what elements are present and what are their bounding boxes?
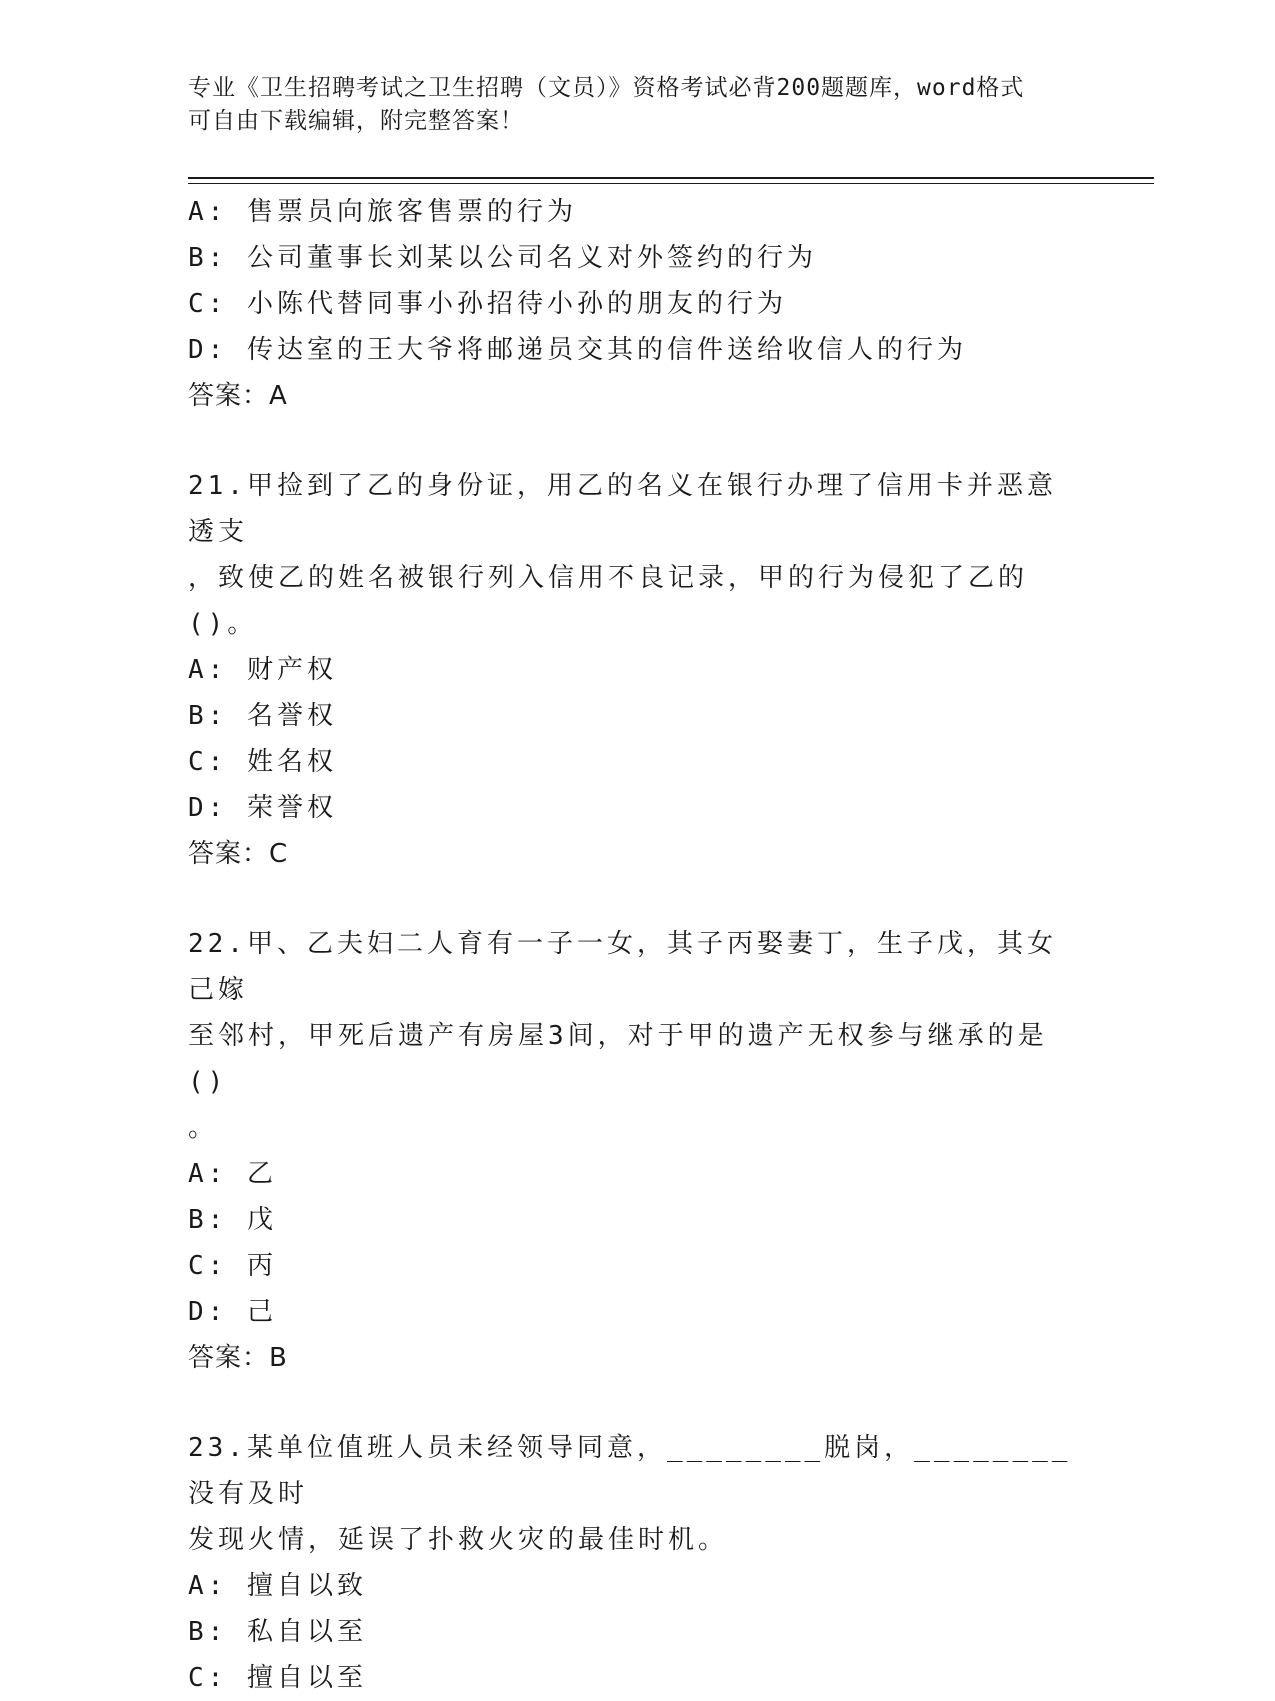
answer-label: 答案：B [188,1343,288,1373]
option-d: D: 荣誉权 [188,793,337,823]
question-text-line: 23.某单位值班人员未经领导同意，________脱岗，________没有及时 [188,1433,1072,1509]
option-c: C: 小陈代替同事小孙招待小孙的朋友的行为 [188,289,787,319]
question-text-line: 发现火情，延误了扑救火灾的最佳时机。 [188,1525,729,1555]
option-b: B: 名誉权 [188,701,337,731]
answer-label: 答案：C [188,839,289,869]
option-d: D: 传达室的王大爷将邮递员交其的信件送给收信人的行为 [188,335,967,365]
header-divider-thick [188,177,1154,179]
option-a: A: 售票员向旅客售票的行为 [188,197,577,227]
option-c: C: 擅自以至 [188,1663,367,1693]
question-22-block [188,921,1078,1381]
question-20-block [188,189,1078,419]
option-a: A: 擅自以致 [188,1571,367,1601]
option-d: D: 己 [188,1297,277,1327]
option-b: B: 私自以至 [188,1617,367,1647]
question-text-line: 至邻村，甲死后遗产有房屋3间，对于甲的遗产无权参与继承的是() [188,1021,1048,1097]
question-text-line: 21.甲捡到了乙的身份证，用乙的名义在银行办理了信用卡并恶意透支 [188,471,1057,547]
question-list [188,189,1078,1701]
option-c: C: 姓名权 [188,747,337,777]
option-b: B: 戊 [188,1205,277,1235]
option-b: B: 公司董事长刘某以公司名义对外签约的行为 [188,243,817,273]
option-a: A: 乙 [188,1159,277,1189]
option-c: C: 丙 [188,1251,277,1281]
question-21-block [188,463,1078,877]
option-a: A: 财产权 [188,655,337,685]
question-text-line: 。 [188,1113,219,1143]
header-divider-thin [188,183,1154,184]
question-23-block [188,1425,1078,1701]
question-text-line: 22.甲、乙夫妇二人育有一子一女，其子丙娶妻丁，生子戊，其女己嫁 [188,929,1057,1005]
answer-label: 答案：A [188,381,288,411]
document-header [188,72,1088,138]
header-line-1: 专业《卫生招聘考试之卫生招聘（文员）》资格考试必背200题题库，word格式 [188,75,1025,101]
question-text-line: ，致使乙的姓名被银行列入信用不良记录，甲的行为侵犯了乙的()。 [188,563,1029,639]
header-line-2: 可自由下载编辑，附完整答案！ [188,108,524,134]
